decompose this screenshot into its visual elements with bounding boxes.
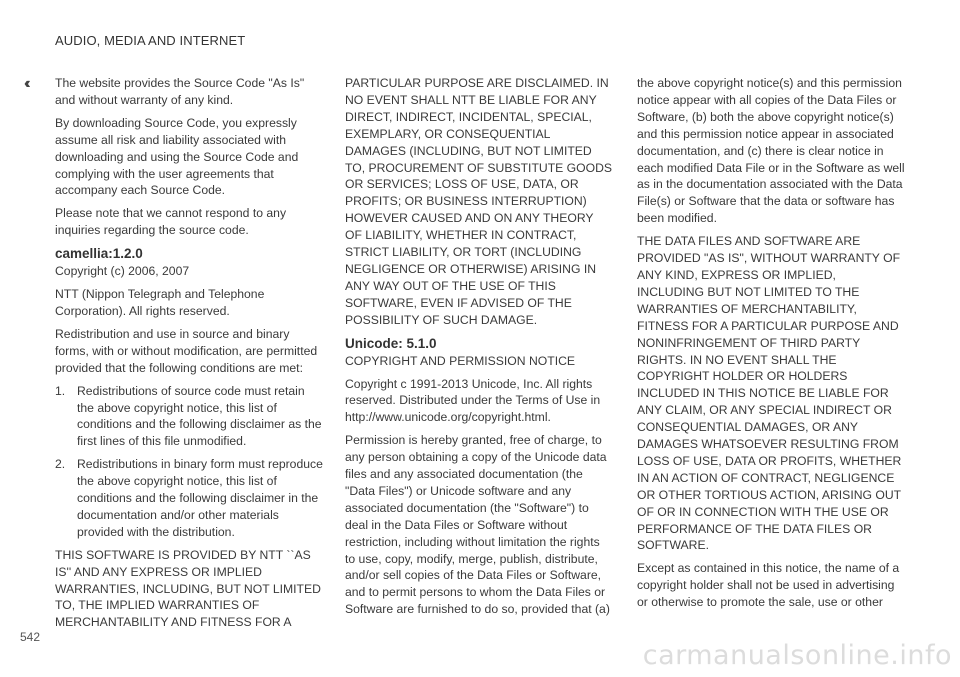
paragraph: Redistribution and use in source and binary forms, with or without modification, are permitted provided that the following conditions are met: <box>55 326 318 375</box>
back-chevron-icon[interactable]: ‹‹ <box>24 75 27 92</box>
paragraph: The website provides the Source Code "As Is" and without warranty of any kind. <box>55 76 305 107</box>
list-item-number: 1. <box>55 383 66 398</box>
watermark: carmanualsonline.info <box>642 640 952 671</box>
paragraph: Permission is hereby granted, free of charge, to any person obtaining a copy of the Unicode data files and any associated documentation (the "Data Files") or Unicode software and any associated documentation (the "Software") to deal in the Data Files or Software without restriction, including without limitation the rights to use, copy, modify, merge, publish, distribute, and/or sell copies of the Data Files or Software, and to permit persons to whom the Data Files or Software are furnished to do so, provided that (a) <box>345 433 610 617</box>
list-item-text: Redistributions in binary form must reproduce the above copyright notice, this list of conditions and the following disclaimer in the documentation and/or other materials provided with the distribution. <box>77 457 323 539</box>
section-heading: Unicode: 5.1.0 <box>345 335 437 351</box>
column-1 <box>55 75 323 637</box>
paragraph: NTT (Nippon Telegraph and Telephone Corporation). All rights reserved. <box>55 287 265 318</box>
paragraph: THIS SOFTWARE IS PROVIDED BY NTT ``AS IS'' AND ANY EXPRESS OR IMPLIED WARRANTIES, INCLUDING, BUT NOT LIMITED TO, THE IMPLIED WARRANTIES OF MERCHANTABILITY AND FITNESS FOR A <box>55 547 321 630</box>
section-title: AUDIO, MEDIA AND INTERNET <box>55 33 246 48</box>
paragraph: the above copyright notice(s) and this permission notice appear with all copies of the Data Files or Software, (b) both the above copyright notice(s) and this permission notice appear in associated documentation, and (c) there is clear notice in each modified Data File or in the Software as well as in the documentation associated with the Data File(s) or Software that the data or software has been modified. <box>637 76 905 226</box>
section-heading: camellia:1.2.0 <box>55 246 143 262</box>
page-number: 542 <box>20 630 41 644</box>
list-item <box>55 456 323 541</box>
paragraph: Copyright c 1991-2013 Unicode, Inc. All rights reserved. Distributed under the Terms of Use in http://www.unicode.org/copyright.html. <box>345 376 601 425</box>
paragraph: Please note that we cannot respond to any inquiries regarding the source code. <box>55 206 287 238</box>
column-2 <box>345 75 613 624</box>
paragraph: By downloading Source Code, you expressly assume all risk and liability associated with downloading and using the Source Code and complying with the user agreements that accompany each Source Code. <box>55 115 299 198</box>
column-3 <box>637 75 905 617</box>
list-item-text: Redistributions of source code must retain the above copyright notice, this list of conditions and the following disclaimer as the first lines of this file unmodified. <box>77 383 322 449</box>
paragraph: Except as contained in this notice, the name of a copyright holder shall not be used in advertising or otherwise to promote the sale, use or other <box>637 561 900 610</box>
list-item <box>55 383 323 451</box>
paragraph: PARTICULAR PURPOSE ARE DISCLAIMED. IN NO EVENT SHALL NTT BE LIABLE FOR ANY DIRECT, INDIRECT, INCIDENTAL, SPECIAL, EXEMPLARY, OR CONSEQUENTIAL DAMAGES (INCLUDING, BUT NOT LIMITED TO, PROCUREMENT OF SUBSTITUTE GOODS OR SERVICES; LOSS OF USE, DATA, OR PROFITS; OR BUSINESS INTERRUPTION) HOWEVER CAUSED AND ON ANY THEORY OF LIABILITY, WHETHER IN CONTRACT, STRICT LIABILITY, OR TORT (INCLUDING NEGLIGENCE OR OTHERWISE) ARISING IN ANY WAY OUT OF THE USE OF THIS SOFTWARE, EVEN IF ADVISED OF THE POSSIBILITY OF SUCH DAMAGE. <box>345 76 613 327</box>
paragraph: THE DATA FILES AND SOFTWARE ARE PROVIDED "AS IS", WITHOUT WARRANTY OF ANY KIND, EXPRESS OR IMPLIED, INCLUDING BUT NOT LIMITED TO THE WARRANTIES OF MERCHANTABILITY, FITNESS FOR A PARTICULAR PURPOSE AND NONINFRINGEMENT OF THIRD PARTY RIGHTS. IN NO EVENT SHALL THE COPYRIGHT HOLDER OR HOLDERS INCLUDED IN THIS NOTICE BE LIABLE FOR ANY CLAIM, OR ANY SPECIAL INDIRECT OR CONSEQUENTIAL DAMAGES, OR ANY DAMAGES WHATSOEVER RESULTING FROM LOSS OF USE, DATA OR PROFITS, WHETHER IN AN ACTION OF CONTRACT, NEGLIGENCE OR OTHER TORTIOUS ACTION, ARISING OUT OF OR IN CONNECTION WITH THE USE OR PERFORMANCE OF THE DATA FILES OR SOFTWARE. <box>637 234 902 553</box>
paragraph: Copyright (c) 2006, 2007 <box>55 264 190 279</box>
list-item-number: 2. <box>55 457 66 472</box>
conditions-list <box>55 383 323 541</box>
paragraph: COPYRIGHT AND PERMISSION NOTICE <box>345 353 576 368</box>
